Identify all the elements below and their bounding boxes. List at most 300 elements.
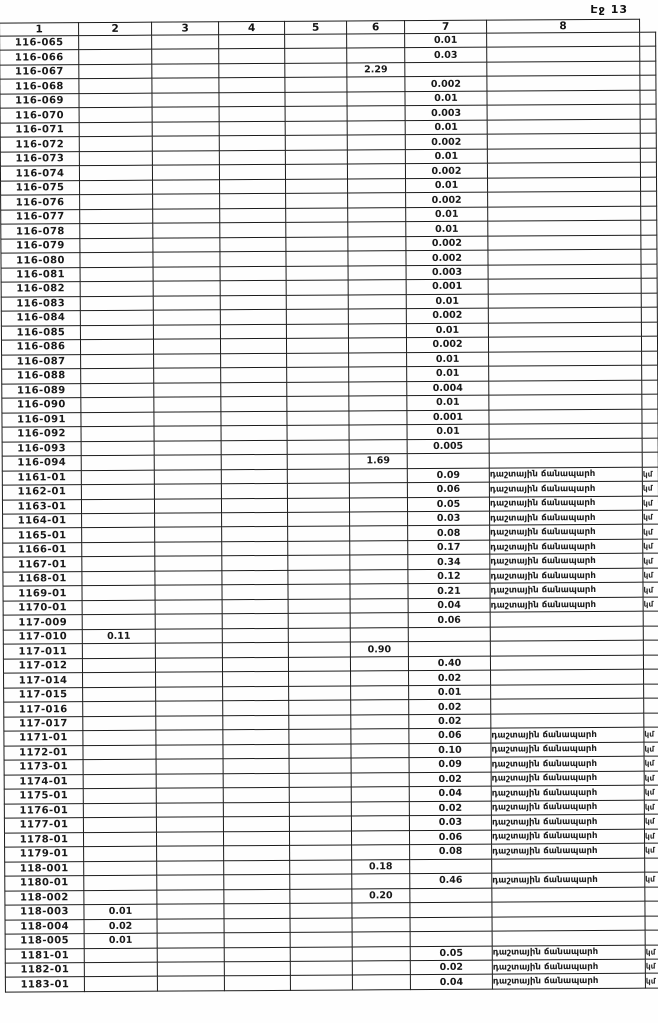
value-cell-col6 bbox=[350, 599, 408, 614]
row-id-cell: 1172-01 bbox=[4, 745, 83, 760]
value-cell-col3 bbox=[152, 165, 219, 180]
value-cell-col7: 0.08 bbox=[408, 526, 490, 541]
value-cell-col5 bbox=[285, 34, 347, 49]
road-type-cell: դաշտային ճանապարհ bbox=[492, 843, 645, 858]
value-cell-col6 bbox=[349, 352, 407, 367]
unit-note: կմ bbox=[643, 568, 658, 583]
value-cell-col7: 0.01 bbox=[405, 120, 487, 135]
unit-note bbox=[641, 249, 657, 264]
value-cell-col5 bbox=[287, 396, 349, 411]
value-cell-col6 bbox=[348, 309, 406, 324]
unit-note bbox=[641, 264, 657, 279]
unit-note: կմ bbox=[643, 510, 658, 525]
road-type-cell bbox=[487, 76, 640, 91]
value-cell-col5 bbox=[286, 193, 348, 208]
value-cell-col6 bbox=[351, 671, 409, 686]
road-type-cell bbox=[487, 90, 640, 105]
value-cell-col7: 0.003 bbox=[405, 106, 487, 121]
value-cell-col3 bbox=[155, 658, 222, 673]
value-cell-col7: 0.001 bbox=[407, 410, 489, 425]
value-cell-col5 bbox=[289, 729, 351, 744]
unit-note bbox=[644, 698, 658, 713]
row-id-cell: 116-079 bbox=[1, 238, 80, 253]
value-cell-col5 bbox=[288, 657, 350, 672]
row-id-cell: 1173-01 bbox=[4, 760, 83, 775]
value-cell-col3 bbox=[154, 382, 221, 397]
value-cell-col2 bbox=[80, 238, 153, 253]
value-cell-col2 bbox=[80, 296, 153, 311]
value-cell-col7: 0.02 bbox=[410, 960, 492, 975]
value-cell-col3 bbox=[153, 194, 220, 209]
value-cell-col5 bbox=[286, 251, 348, 266]
value-cell-col3 bbox=[155, 600, 222, 615]
row-id-cell: 117-014 bbox=[4, 673, 83, 688]
value-cell-col4 bbox=[221, 483, 287, 498]
value-cell-col6 bbox=[348, 251, 406, 266]
value-cell-col4 bbox=[220, 208, 286, 223]
row-id-cell: 116-087 bbox=[2, 354, 81, 369]
value-cell-col3 bbox=[152, 49, 219, 64]
row-id-cell: 1166-01 bbox=[3, 543, 82, 558]
road-type-cell bbox=[488, 322, 641, 337]
road-type-cell bbox=[488, 206, 641, 221]
value-cell-col3 bbox=[157, 976, 224, 991]
row-id-cell: 116-071 bbox=[0, 123, 79, 138]
value-cell-col4 bbox=[221, 498, 287, 513]
road-type-cell bbox=[491, 684, 644, 699]
row-id-cell: 1165-01 bbox=[3, 528, 82, 543]
value-cell-col4 bbox=[222, 614, 288, 629]
row-id-cell: 1179-01 bbox=[5, 847, 84, 862]
value-cell-col2 bbox=[79, 108, 152, 123]
value-cell-col3 bbox=[157, 846, 224, 861]
road-type-cell bbox=[489, 394, 642, 409]
value-cell-col6 bbox=[350, 613, 408, 628]
value-cell-col4 bbox=[222, 556, 288, 571]
value-cell-col4 bbox=[221, 454, 287, 469]
value-cell-col7 bbox=[408, 641, 490, 656]
value-cell-col2 bbox=[84, 948, 157, 963]
value-cell-col7: 0.01 bbox=[406, 178, 488, 193]
value-cell-col7 bbox=[410, 859, 492, 874]
value-cell-col6 bbox=[347, 77, 405, 92]
unit-note bbox=[640, 177, 656, 192]
road-type-cell: դաշտային ճանապարհ bbox=[491, 771, 644, 786]
road-type-cell: դաշտային ճանապարհ bbox=[489, 467, 642, 482]
value-cell-col2 bbox=[82, 513, 155, 528]
value-cell-col2 bbox=[83, 832, 156, 847]
row-id-cell: 116-067 bbox=[0, 65, 79, 80]
value-cell-col6 bbox=[351, 772, 409, 787]
value-cell-col6 bbox=[350, 570, 408, 585]
unit-note: կմ bbox=[644, 814, 658, 829]
unit-note: կմ bbox=[644, 742, 658, 757]
unit-note bbox=[643, 626, 658, 641]
value-cell-col3 bbox=[155, 513, 222, 528]
column-header: 7 bbox=[405, 20, 487, 34]
row-id-cell: 1182-01 bbox=[5, 963, 84, 978]
value-cell-col2 bbox=[79, 79, 152, 94]
row-id-cell: 1178-01 bbox=[4, 832, 83, 847]
value-cell-col5 bbox=[287, 382, 349, 397]
value-cell-col5 bbox=[288, 541, 350, 556]
value-cell-col5 bbox=[290, 932, 352, 947]
value-cell-col7: 0.09 bbox=[407, 468, 489, 483]
value-cell-col5 bbox=[286, 222, 348, 237]
value-cell-col6 bbox=[350, 541, 408, 556]
value-cell-col4 bbox=[222, 570, 288, 585]
value-cell-col7: 0.002 bbox=[406, 337, 488, 352]
value-cell-col2 bbox=[81, 412, 154, 427]
value-cell-col3 bbox=[153, 267, 220, 282]
road-type-cell bbox=[488, 293, 641, 308]
value-cell-col6 bbox=[350, 656, 408, 671]
value-cell-col3 bbox=[156, 773, 223, 788]
value-cell-col5 bbox=[286, 309, 348, 324]
value-cell-col2 bbox=[82, 600, 155, 615]
value-cell-col6 bbox=[348, 280, 406, 295]
value-cell-col4 bbox=[224, 947, 290, 962]
road-type-cell bbox=[489, 380, 642, 395]
unit-note bbox=[640, 47, 656, 62]
unit-note bbox=[641, 307, 657, 322]
value-cell-col4 bbox=[220, 324, 286, 339]
value-cell-col6 bbox=[351, 714, 409, 729]
value-cell-col2 bbox=[80, 339, 153, 354]
value-cell-col4 bbox=[220, 179, 286, 194]
value-cell-col3 bbox=[152, 151, 219, 166]
value-cell-col4 bbox=[219, 165, 285, 180]
value-cell-col5 bbox=[289, 686, 351, 701]
value-cell-col7: 0.02 bbox=[409, 699, 491, 714]
value-cell-col3 bbox=[155, 571, 222, 586]
row-id-cell: 1169-01 bbox=[3, 586, 82, 601]
value-cell-col5 bbox=[290, 845, 352, 860]
value-cell-col4 bbox=[221, 425, 287, 440]
value-cell-col3 bbox=[155, 527, 222, 542]
value-cell-col5 bbox=[288, 584, 350, 599]
value-cell-col7: 0.04 bbox=[408, 598, 490, 613]
road-type-cell: դաշտային ճանապարհ bbox=[491, 742, 644, 757]
value-cell-col2 bbox=[79, 64, 152, 79]
road-type-cell bbox=[490, 655, 643, 670]
value-cell-col7: 0.08 bbox=[410, 844, 492, 859]
value-cell-col4 bbox=[220, 295, 286, 310]
value-cell-col3 bbox=[156, 759, 223, 774]
value-cell-col7: 0.001 bbox=[406, 279, 488, 294]
road-type-cell bbox=[487, 148, 640, 163]
value-cell-col2 bbox=[81, 368, 154, 383]
value-cell-col3 bbox=[152, 136, 219, 151]
value-cell-col6 bbox=[347, 121, 405, 136]
value-cell-col4 bbox=[224, 976, 290, 991]
value-cell-col6 bbox=[352, 961, 410, 976]
row-id-cell: 117-012 bbox=[3, 658, 82, 673]
value-cell-col7: 0.002 bbox=[406, 236, 488, 251]
road-type-cell: դաշտային ճանապարհ bbox=[491, 800, 644, 815]
value-cell-col4 bbox=[220, 237, 286, 252]
road-type-cell: դաշտային ճանապարհ bbox=[489, 481, 642, 496]
road-type-cell bbox=[490, 626, 643, 641]
unit-note bbox=[640, 105, 656, 120]
value-cell-col2 bbox=[81, 470, 154, 485]
value-cell-col2 bbox=[82, 615, 155, 630]
value-cell-col6 bbox=[349, 468, 407, 483]
road-type-cell: դաշտային ճանապարհ bbox=[491, 727, 644, 742]
value-cell-col6 bbox=[352, 917, 410, 932]
value-cell-col7: 0.04 bbox=[409, 786, 491, 801]
value-cell-col7: 0.02 bbox=[409, 714, 491, 729]
unit-note: կմ bbox=[644, 727, 658, 742]
value-cell-col4 bbox=[220, 252, 286, 267]
value-cell-col4 bbox=[223, 715, 289, 730]
value-cell-col4 bbox=[223, 759, 289, 774]
road-type-cell bbox=[488, 307, 641, 322]
value-cell-col2 bbox=[79, 151, 152, 166]
value-cell-col6 bbox=[348, 193, 406, 208]
value-cell-col7 bbox=[408, 627, 490, 642]
road-type-cell bbox=[488, 278, 641, 293]
value-cell-col6 bbox=[350, 512, 408, 527]
row-id-cell: 1161-01 bbox=[2, 470, 81, 485]
value-cell-col6: 0.90 bbox=[350, 642, 408, 657]
value-cell-col6 bbox=[351, 830, 409, 845]
value-cell-col7: 0.01 bbox=[407, 366, 489, 381]
value-cell-col2 bbox=[83, 788, 156, 803]
value-cell-col2 bbox=[80, 310, 153, 325]
value-cell-col7 bbox=[410, 931, 492, 946]
value-cell-col6 bbox=[351, 816, 409, 831]
value-cell-col5 bbox=[290, 946, 352, 961]
value-cell-col2 bbox=[84, 875, 157, 890]
value-cell-col5 bbox=[287, 353, 349, 368]
row-id-cell: 116-066 bbox=[0, 50, 79, 65]
value-cell-col6 bbox=[348, 323, 406, 338]
value-cell-col7 bbox=[407, 453, 489, 468]
value-cell-col4 bbox=[222, 628, 288, 643]
value-cell-col5 bbox=[286, 237, 348, 252]
value-cell-col3 bbox=[156, 687, 223, 702]
value-cell-col3 bbox=[152, 107, 219, 122]
row-id-cell: 116-094 bbox=[2, 456, 81, 471]
value-cell-col2 bbox=[80, 195, 153, 210]
row-id-cell: 116-091 bbox=[2, 412, 81, 427]
unit-note: կմ bbox=[643, 554, 658, 569]
value-cell-col2 bbox=[83, 817, 156, 832]
value-cell-col5 bbox=[288, 555, 350, 570]
column-header: 4 bbox=[219, 21, 285, 34]
value-cell-col2 bbox=[81, 499, 154, 514]
unit-note: կմ bbox=[643, 539, 658, 554]
value-cell-col7: 0.01 bbox=[409, 685, 491, 700]
road-type-cell bbox=[491, 698, 644, 713]
row-id-cell: 117-009 bbox=[3, 615, 82, 630]
road-type-cell: դաշտային ճանապարհ bbox=[491, 814, 644, 829]
value-cell-col3 bbox=[153, 339, 220, 354]
unit-note bbox=[641, 293, 657, 308]
row-id-cell: 116-068 bbox=[0, 79, 79, 94]
value-cell-col4 bbox=[219, 136, 285, 151]
value-cell-col7: 0.002 bbox=[406, 192, 488, 207]
value-cell-col3 bbox=[155, 643, 222, 658]
value-cell-col2 bbox=[80, 209, 153, 224]
value-cell-col3 bbox=[156, 730, 223, 745]
value-cell-col6 bbox=[350, 526, 408, 541]
value-cell-col4 bbox=[221, 368, 287, 383]
value-cell-col5 bbox=[285, 135, 347, 150]
value-cell-col3 bbox=[156, 701, 223, 716]
column-header: 5 bbox=[285, 21, 347, 34]
road-type-cell bbox=[492, 930, 645, 945]
road-type-cell bbox=[490, 641, 643, 656]
row-id-cell: 116-074 bbox=[0, 166, 79, 181]
unit-note: կմ bbox=[644, 785, 658, 800]
value-cell-col2 bbox=[80, 325, 153, 340]
road-type-cell bbox=[488, 220, 641, 235]
row-id-cell: 116-085 bbox=[1, 325, 80, 340]
row-id-cell: 117-011 bbox=[3, 644, 82, 659]
row-id-cell: 1170-01 bbox=[3, 601, 82, 616]
unit-note bbox=[641, 336, 657, 351]
value-cell-col3 bbox=[152, 93, 219, 108]
value-cell-col3 bbox=[156, 672, 223, 687]
value-cell-col5 bbox=[285, 63, 347, 78]
value-cell-col2 bbox=[83, 716, 156, 731]
road-type-cell bbox=[489, 351, 642, 366]
value-cell-col3 bbox=[154, 440, 221, 455]
value-cell-col5 bbox=[285, 92, 347, 107]
unit-note bbox=[641, 191, 657, 206]
value-cell-col2: 0.01 bbox=[84, 904, 157, 919]
row-id-cell: 118-005 bbox=[5, 934, 84, 949]
value-cell-col5 bbox=[288, 512, 350, 527]
unit-note bbox=[641, 278, 657, 293]
column-header: 3 bbox=[152, 22, 219, 35]
value-cell-col5 bbox=[288, 628, 350, 643]
value-cell-col7 bbox=[410, 888, 492, 903]
unit-note: կմ bbox=[644, 800, 658, 815]
value-cell-col4 bbox=[222, 599, 288, 614]
value-cell-col3 bbox=[154, 353, 221, 368]
value-cell-col4 bbox=[223, 831, 289, 846]
road-type-cell bbox=[488, 249, 641, 264]
value-cell-col3 bbox=[156, 788, 223, 803]
value-cell-col5 bbox=[290, 889, 352, 904]
value-cell-col7: 0.12 bbox=[408, 569, 490, 584]
road-type-cell: դաշտային ճանապարհ bbox=[490, 525, 643, 540]
value-cell-col4 bbox=[219, 121, 285, 136]
unit-note: կմ bbox=[644, 829, 658, 844]
value-cell-col2 bbox=[84, 890, 157, 905]
row-id-cell: 116-075 bbox=[1, 180, 80, 195]
value-cell-col5 bbox=[289, 700, 351, 715]
value-cell-col3 bbox=[156, 817, 223, 832]
value-cell-col7: 0.002 bbox=[405, 163, 487, 178]
unit-note: կմ bbox=[643, 582, 658, 597]
unit-note: կմ bbox=[643, 597, 658, 612]
value-cell-col4 bbox=[224, 903, 290, 918]
road-type-cell bbox=[488, 177, 641, 192]
value-cell-col7: 0.05 bbox=[407, 497, 489, 512]
value-cell-col6: 0.20 bbox=[352, 888, 410, 903]
value-cell-col2 bbox=[80, 223, 153, 238]
value-cell-col4 bbox=[221, 353, 287, 368]
road-type-cell: դաշտային ճանապարհ bbox=[491, 756, 644, 771]
road-type-cell: դաշտային ճանապարհ bbox=[491, 785, 644, 800]
value-cell-col7: 0.03 bbox=[409, 815, 491, 830]
value-cell-col7: 0.06 bbox=[408, 612, 490, 627]
value-cell-col2: 0.11 bbox=[82, 629, 155, 644]
value-cell-col4 bbox=[224, 918, 290, 933]
row-id-cell: 116-082 bbox=[1, 282, 80, 297]
value-cell-col5 bbox=[289, 773, 351, 788]
value-cell-col4 bbox=[223, 802, 289, 817]
value-cell-col6 bbox=[348, 338, 406, 353]
value-cell-col7: 0.01 bbox=[405, 91, 487, 106]
value-cell-col6 bbox=[348, 265, 406, 280]
road-type-cell: դաշտային ճանապարհ bbox=[490, 539, 643, 554]
value-cell-col3 bbox=[157, 947, 224, 962]
value-cell-col4 bbox=[224, 889, 290, 904]
value-cell-col6 bbox=[349, 483, 407, 498]
value-cell-col6 bbox=[351, 758, 409, 773]
column-header: 6 bbox=[347, 21, 405, 34]
row-id-cell: 116-070 bbox=[0, 108, 79, 123]
row-id-cell: 117-015 bbox=[4, 687, 83, 702]
value-cell-col7: 0.02 bbox=[409, 670, 491, 685]
value-cell-col3 bbox=[155, 585, 222, 600]
value-cell-col7: 0.005 bbox=[407, 439, 489, 454]
value-cell-col5 bbox=[286, 266, 348, 281]
unit-note bbox=[641, 322, 657, 337]
row-id-cell: 117-010 bbox=[3, 629, 82, 644]
row-id-cell: 1171-01 bbox=[4, 731, 83, 746]
value-cell-col3 bbox=[154, 368, 221, 383]
value-cell-col6 bbox=[352, 932, 410, 947]
value-cell-col6 bbox=[348, 207, 406, 222]
row-id-cell: 116-086 bbox=[1, 340, 80, 355]
value-cell-col4 bbox=[220, 281, 286, 296]
road-type-cell bbox=[489, 365, 642, 380]
road-type-cell bbox=[487, 134, 640, 149]
row-id-cell: 1183-01 bbox=[5, 977, 84, 992]
value-cell-col7: 0.06 bbox=[409, 830, 491, 845]
unit-note: կմ bbox=[645, 959, 658, 974]
road-type-cell: դաշտային ճանապարհ bbox=[492, 959, 645, 974]
value-cell-col3 bbox=[154, 484, 221, 499]
unit-note bbox=[642, 409, 658, 424]
value-cell-col4 bbox=[223, 773, 289, 788]
value-cell-col5 bbox=[290, 975, 352, 990]
row-id-cell: 116-088 bbox=[2, 369, 81, 384]
unit-note bbox=[644, 669, 658, 684]
value-cell-col5 bbox=[289, 816, 351, 831]
value-cell-col6 bbox=[351, 787, 409, 802]
row-id-cell: 117-016 bbox=[4, 702, 83, 717]
value-cell-col6 bbox=[350, 584, 408, 599]
unit-note bbox=[643, 640, 658, 655]
unit-note bbox=[642, 351, 658, 366]
road-type-cell bbox=[491, 713, 644, 728]
road-type-cell bbox=[489, 438, 642, 453]
value-cell-col5 bbox=[285, 121, 347, 136]
value-cell-col2 bbox=[82, 586, 155, 601]
value-cell-col3 bbox=[154, 469, 221, 484]
unit-note bbox=[642, 452, 658, 467]
value-cell-col3 bbox=[153, 295, 220, 310]
road-type-cell bbox=[492, 858, 645, 873]
row-id-cell: 118-001 bbox=[5, 861, 84, 876]
